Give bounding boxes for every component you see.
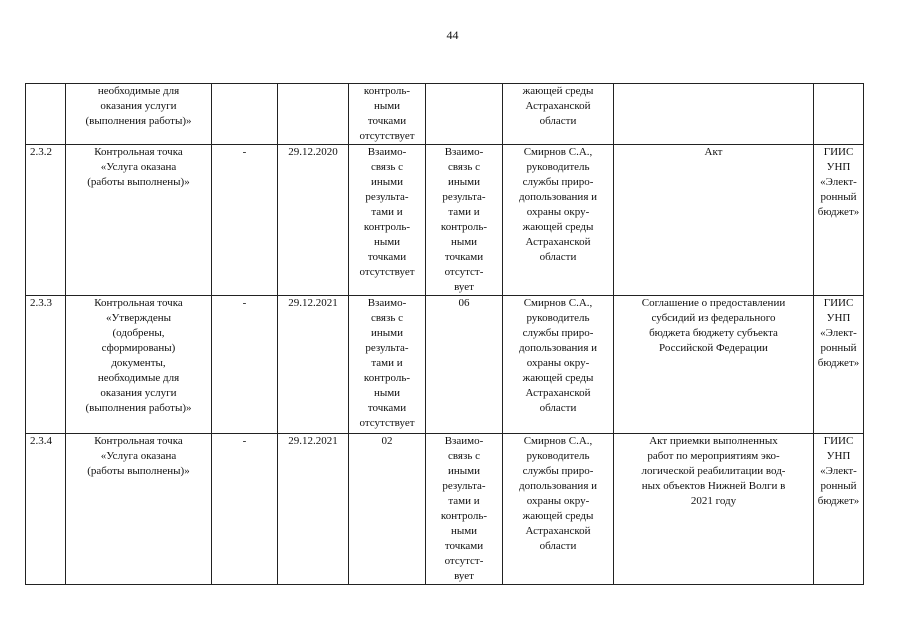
start-date [212, 84, 278, 145]
end-date: 29.12.2021 [278, 434, 349, 585]
responsible-person: Смирнов С.А., руководитель службы приро- допользования и охраны окру- жающей среды Астраханской области [503, 296, 614, 434]
end-date [278, 84, 349, 145]
information-system: ГИИС УНП «Элект- ронный бюджет» [814, 434, 864, 585]
table-row [26, 145, 864, 296]
responsible-person: жающей среды Астраханской области [503, 84, 614, 145]
end-date: 29.12.2021 [278, 296, 349, 434]
control-point-name: Контрольная точка «Услуга оказана (работы выполнены)» [66, 434, 212, 585]
row-number [26, 84, 66, 145]
row-number: 2.3.4 [26, 434, 66, 585]
result-document: Акт [614, 145, 814, 296]
row-number: 2.3.3 [26, 296, 66, 434]
link-next [426, 84, 503, 145]
start-date: - [212, 296, 278, 434]
responsible-person: Смирнов С.А., руководитель службы приро- допользования и охраны окру- жающей среды Астраханской области [503, 434, 614, 585]
link-previous: 02 [349, 434, 426, 585]
control-point-name: Контрольная точка «Утверждены (одобрены, сформированы) документы, необходимые для оказания услуги (выполнения работы)» [66, 296, 212, 434]
information-system: ГИИС УНП «Элект- ронный бюджет» [814, 296, 864, 434]
result-document: Соглашение о предоставлении субсидий из федерального бюджета бюджету субъекта Российской Федерации [614, 296, 814, 434]
link-next: 06 [426, 296, 503, 434]
result-document: Акт приемки выполненных работ по мероприятиям эко- логической реабилитации вод- ных объектов Нижней Волги в 2021 году [614, 434, 814, 585]
table-row [26, 296, 864, 434]
control-points-table [25, 83, 864, 585]
link-next: Взаимо- связь с иными результа- тами и контроль- ными точками отсутст- вует [426, 434, 503, 585]
table-row [26, 84, 864, 145]
responsible-person: Смирнов С.А., руководитель службы приро- допользования и охраны окру- жающей среды Астраханской области [503, 145, 614, 296]
end-date: 29.12.2020 [278, 145, 349, 296]
link-previous: Взаимо- связь с иными результа- тами и контроль- ными точками отсутствует [349, 296, 426, 434]
table-row [26, 434, 864, 585]
result-document [614, 84, 814, 145]
start-date: - [212, 434, 278, 585]
page-number: 44 [446, 28, 459, 42]
control-point-name: Контрольная точка «Услуга оказана (работы выполнены)» [66, 145, 212, 296]
control-point-name: необходимые для оказания услуги (выполнения работы)» [66, 84, 212, 145]
start-date: - [212, 145, 278, 296]
information-system [814, 84, 864, 145]
link-previous: контроль- ными точками отсутствует [349, 84, 426, 145]
information-system: ГИИС УНП «Элект- ронный бюджет» [814, 145, 864, 296]
link-next: Взаимо- связь с иными результа- тами и контроль- ными точками отсутст- вует [426, 145, 503, 296]
link-previous: Взаимо- связь с иными результа- тами и контроль- ными точками отсутствует [349, 145, 426, 296]
row-number: 2.3.2 [26, 145, 66, 296]
